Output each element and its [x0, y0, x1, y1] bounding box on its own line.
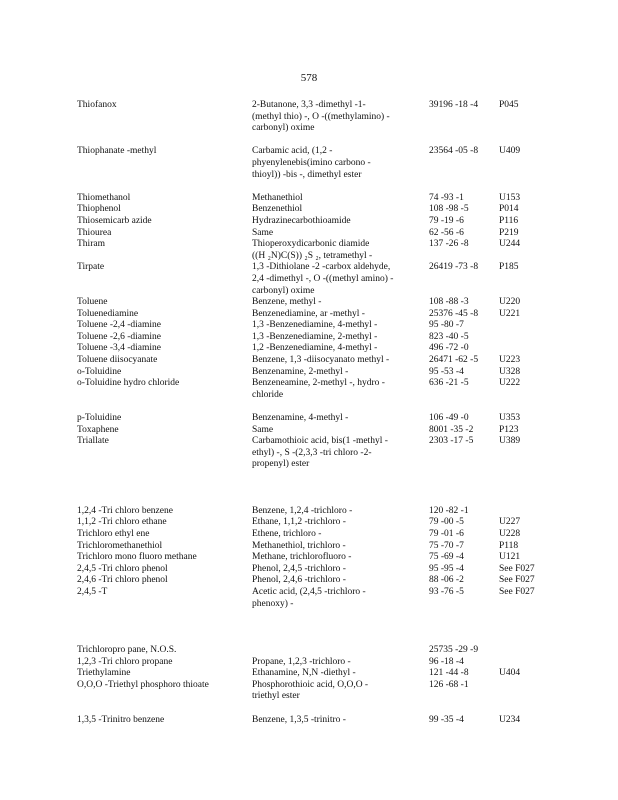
- common-name: Trichloromethanethiol: [77, 540, 163, 551]
- chemical-name: [252, 552, 429, 564]
- chemical-name-line: Carbamic acid, (1,2 -: [252, 146, 333, 157]
- cas-number: 75 -69 -4: [429, 552, 464, 563]
- waste-code: U328: [499, 366, 521, 377]
- table-row: [77, 668, 537, 680]
- cas-number: 137 -26 -8: [429, 239, 469, 250]
- chemical-name: [252, 262, 429, 297]
- cas-number: 62 -56 -6: [429, 227, 464, 238]
- chemical-name-line: Acetic acid, (2,4,5 -trichloro -: [252, 586, 366, 597]
- page-number: 578: [300, 72, 318, 84]
- table-row: [77, 413, 537, 425]
- chemical-name-line: ((H ₂N)C(S)) ₂S ₂, tetramethyl -: [252, 250, 373, 261]
- waste-code: U389: [499, 436, 521, 447]
- common-name: Toluene -2,6 -diamine: [77, 331, 162, 342]
- chemical-name-line: Same: [252, 424, 274, 435]
- table-row: [77, 228, 537, 240]
- common-name: 1,3,5 -Trinitro benzene: [77, 714, 165, 725]
- chemical-name: [252, 343, 429, 355]
- chemical-name-line: Benzenamine, 4-methyl -: [252, 413, 349, 424]
- chemical-name-line: (methyl thio) -, O -((methylamino) -: [252, 111, 390, 122]
- waste-code: See F027: [499, 575, 535, 586]
- chemical-name-line: Benzene, 1,2,4 -trichloro -: [252, 505, 353, 516]
- table-row: [77, 262, 537, 297]
- chemical-name: [252, 436, 429, 471]
- chemical-name-line: 2,4 -dimethyl -, O -((methyl amino) -: [252, 273, 394, 284]
- cas-number: 95 -80 -7: [429, 320, 464, 331]
- common-name: Trichloropro pane, N.O.S.: [77, 644, 177, 655]
- common-name: 2,4,6 -Tri chloro phenol: [77, 575, 168, 586]
- chemical-name-line: triethyl ester: [252, 691, 300, 702]
- waste-code: P185: [499, 262, 519, 273]
- chemical-name-line: Carbamothioic acid, bis(1 -methyl -: [252, 436, 388, 447]
- common-name: o-Toluidine hydro chloride: [77, 378, 180, 389]
- cas-number: 2303 -17 -5: [429, 436, 474, 447]
- common-name: Triethylamine: [77, 668, 131, 679]
- chemical-name: [252, 309, 429, 321]
- waste-code: U244: [499, 239, 521, 250]
- cas-number: 96 -18 -4: [429, 656, 464, 667]
- common-name: Trichloro mono fluoro methane: [77, 552, 197, 563]
- chemical-name: [252, 680, 429, 703]
- table-row: [77, 320, 537, 332]
- table-row: [77, 645, 537, 657]
- chemical-name-line: 1,3 -Dithiolane -2 -carbox aldehyde,: [252, 262, 391, 273]
- waste-code: P123: [499, 424, 519, 435]
- cas-number: 121 -44 -8: [429, 668, 469, 679]
- chemical-name-line: carbonyl) oxime: [252, 285, 315, 296]
- chemical-name-line: Methane, trichlorofluoro -: [252, 552, 352, 563]
- chemical-name-line: 2-Butanone, 3,3 -dimethyl -1-: [252, 100, 366, 110]
- chemical-name: [252, 657, 429, 669]
- waste-code: P118: [499, 540, 519, 551]
- chemical-name: [252, 355, 429, 367]
- waste-code: U121: [499, 552, 521, 563]
- common-name: 1,2,4 -Tri chloro benzene: [77, 505, 173, 516]
- chemical-name-line: Thioperoxydicarbonic diamide: [252, 239, 370, 250]
- cas-number: 74 -93 -1: [429, 192, 464, 203]
- chemical-table: [77, 100, 537, 726]
- chemical-name-line: Benzenamine, 2-methyl -: [252, 366, 349, 377]
- common-name: 1,2,3 -Tri chloro propane: [77, 656, 173, 667]
- cas-number: 95 -95 -4: [429, 563, 464, 574]
- chemical-name-line: Same: [252, 227, 274, 238]
- cas-number: 120 -82 -1: [429, 505, 469, 516]
- cas-number: 108 -88 -3: [429, 297, 469, 308]
- cas-number: 95 -53 -4: [429, 366, 464, 377]
- waste-code: [499, 320, 539, 332]
- waste-code: U353: [499, 413, 521, 424]
- common-name: Thiofanox: [77, 100, 117, 110]
- table-row: [77, 309, 537, 321]
- chemical-name: [252, 517, 429, 529]
- chemical-name: [252, 320, 429, 332]
- common-name: Toluene -3,4 -diamine: [77, 343, 162, 354]
- cas-number: 75 -70 -7: [429, 540, 464, 551]
- table-row: [77, 517, 537, 529]
- waste-code: [499, 343, 539, 355]
- cas-number: 23564 -05 -8: [429, 146, 479, 157]
- waste-code: U227: [499, 517, 521, 528]
- common-name: Trichloro ethyl ene: [77, 528, 150, 539]
- chemical-name: [252, 332, 429, 344]
- table-row: [77, 297, 537, 309]
- table-row: [77, 239, 537, 262]
- common-name: Tirpate: [77, 262, 105, 273]
- chemical-name: [252, 645, 429, 657]
- chemical-name-line: Benzenediamine, ar -methyl -: [252, 308, 365, 319]
- chemical-name: [252, 413, 429, 425]
- cas-number: 26419 -73 -8: [429, 262, 479, 273]
- waste-code: [499, 506, 539, 518]
- waste-code: U221: [499, 308, 521, 319]
- common-name: 2,4,5 -T: [77, 586, 108, 597]
- table-row: [77, 587, 537, 610]
- cas-number: 79 -19 -6: [429, 215, 464, 226]
- cas-number: 108 -98 -5: [429, 204, 469, 215]
- table-row: [77, 529, 537, 541]
- chemical-name-line: [252, 645, 425, 657]
- table-row: [77, 564, 537, 576]
- cas-number: 99 -35 -4: [429, 714, 464, 725]
- chemical-name-line: propenyl) ester: [252, 459, 310, 470]
- common-name: Thiram: [77, 239, 105, 250]
- waste-code: [499, 657, 539, 669]
- cas-number: 39196 -18 -4: [429, 100, 479, 110]
- chemical-name-line: Methanethiol: [252, 192, 303, 203]
- waste-code: [499, 332, 539, 344]
- chemical-name-line: Methanethiol, trichloro -: [252, 540, 346, 551]
- chemical-name: [252, 297, 429, 309]
- common-name: o-Toluidine: [77, 366, 122, 377]
- common-name: Triallate: [77, 436, 109, 447]
- chemical-name: [252, 564, 429, 576]
- table-row: [77, 378, 537, 401]
- chemical-name: [252, 575, 429, 587]
- chemical-name-line: Phenol, 2,4,5 -trichloro -: [252, 563, 346, 574]
- common-name: O,O,O -Triethyl phosphoro thioate: [77, 679, 209, 690]
- chemical-name-line: ethyl) -, S -(2,3,3 -tri chloro -2-: [252, 447, 372, 458]
- waste-code: U220: [499, 297, 521, 308]
- chemical-name: [252, 367, 429, 379]
- chemical-name-line: Ethene, trichloro -: [252, 528, 322, 539]
- common-name: 2,4,5 -Tri chloro phenol: [77, 563, 168, 574]
- table-row: [77, 204, 537, 216]
- waste-code: U228: [499, 528, 521, 539]
- table-row: [77, 715, 537, 727]
- chemical-name: [252, 668, 429, 680]
- waste-code: [499, 645, 539, 657]
- cas-number: 823 -40 -5: [429, 331, 469, 342]
- table-row: [77, 367, 537, 379]
- table-row: [77, 216, 537, 228]
- table-row: [77, 332, 537, 344]
- chemical-name-line: phenoxy) -: [252, 598, 294, 609]
- chemical-name: [252, 228, 429, 240]
- cas-number: 79 -01 -6: [429, 528, 464, 539]
- chemical-name: [252, 506, 429, 518]
- common-name: Toluene: [77, 297, 108, 308]
- chemical-name-line: carbonyl) oxime: [252, 123, 315, 134]
- cas-number: 106 -49 -0: [429, 413, 469, 424]
- common-name: Thiophanate -methyl: [77, 146, 157, 157]
- cas-number: 126 -68 -1: [429, 679, 469, 690]
- waste-code: U409: [499, 146, 521, 157]
- table-row: [77, 575, 537, 587]
- chemical-name-line: 1,3 -Benzenediamine, 2-methyl -: [252, 331, 378, 342]
- chemical-name-line: thioyl)) -bis -, dimethyl ester: [252, 169, 362, 180]
- waste-code: See F027: [499, 563, 535, 574]
- common-name: Thiosemicarb azide: [77, 215, 152, 226]
- table-row: [77, 146, 537, 181]
- waste-code: P045: [499, 100, 519, 110]
- chemical-name: [252, 425, 429, 437]
- chemical-name-line: Benzene, methyl -: [252, 297, 322, 308]
- common-name: Thiourea: [77, 227, 112, 238]
- common-name: Thiophenol: [77, 204, 121, 215]
- common-name: Toluene -2,4 -diamine: [77, 320, 162, 331]
- cas-number: 88 -06 -2: [429, 575, 464, 586]
- table-row: [77, 193, 537, 205]
- chemical-name-line: 1,2 -Benzenediamine, 4-methyl -: [252, 343, 378, 354]
- chemical-name: [252, 239, 429, 262]
- table-row: [77, 680, 537, 703]
- chemical-name: [252, 378, 429, 401]
- cas-number: 25376 -45 -8: [429, 308, 479, 319]
- waste-code: U223: [499, 355, 521, 366]
- chemical-name: [252, 715, 429, 727]
- chemical-name-line: phyenylenebis(imino carbono -: [252, 157, 371, 168]
- common-name: 1,1,2 -Tri chloro ethane: [77, 517, 167, 528]
- table-row: [77, 541, 537, 553]
- cas-number: 79 -00 -5: [429, 517, 464, 528]
- table-row: [77, 343, 537, 355]
- chemical-name-line: 1,3 -Benzenediamine, 4-methyl -: [252, 320, 378, 331]
- table-row: [77, 552, 537, 564]
- table-row: [77, 436, 537, 471]
- waste-code: U234: [499, 714, 521, 725]
- waste-code: P014: [499, 204, 519, 215]
- chemical-name-line: Hydrazinecarbothioamide: [252, 215, 351, 226]
- waste-code: [499, 680, 539, 703]
- chemical-name-line: Ethanamine, N,N -diethyl -: [252, 668, 356, 679]
- common-name: Toluene diisocyanate: [77, 355, 158, 366]
- chemical-name-line: Benzenethiol: [252, 204, 303, 215]
- chemical-name: [252, 100, 429, 135]
- table-row: [77, 506, 537, 518]
- chemical-name-line: Ethane, 1,1,2 -trichloro -: [252, 517, 346, 528]
- chemical-name-line: Phosphorothioic acid, O,O,O -: [252, 679, 369, 690]
- common-name: Toxaphene: [77, 424, 119, 435]
- waste-code: P219: [499, 227, 519, 238]
- waste-code: See F027: [499, 586, 535, 597]
- chemical-name-line: Propane, 1,2,3 -trichloro -: [252, 656, 351, 667]
- chemical-name-line: Benzene, 1,3,5 -trinitro -: [252, 714, 346, 725]
- chemical-name: [252, 204, 429, 216]
- chemical-name: [252, 146, 429, 181]
- table-row: [77, 100, 537, 135]
- cas-number: 26471 -62 -5: [429, 355, 479, 366]
- chemical-name-line: Phenol, 2,4,6 -trichloro -: [252, 575, 346, 586]
- chemical-name: [252, 529, 429, 541]
- chemical-name-line: Benzeneamine, 2-methyl -, hydro -: [252, 378, 385, 389]
- waste-code: U153: [499, 192, 521, 203]
- chemical-name-line: chloride: [252, 389, 284, 400]
- chemical-name: [252, 216, 429, 228]
- table-row: [77, 355, 537, 367]
- common-name: p-Toluidine: [77, 413, 122, 424]
- table-row: [77, 657, 537, 669]
- cas-number: 636 -21 -5: [429, 378, 469, 389]
- chemical-name: [252, 541, 429, 553]
- cas-number: 8001 -35 -2: [429, 424, 474, 435]
- common-name: Thiomethanol: [77, 192, 131, 203]
- waste-code: U404: [499, 668, 521, 679]
- cas-number: 496 -72 -0: [429, 343, 469, 354]
- cas-number: 25735 -29 -9: [429, 644, 479, 655]
- chemical-name: [252, 587, 429, 610]
- chemical-name: [252, 193, 429, 205]
- waste-code: P116: [499, 215, 519, 226]
- chemical-name-line: Benzene, 1,3 -diisocyanato methyl -: [252, 355, 390, 366]
- common-name: Toluenediamine: [77, 308, 139, 319]
- waste-code: U222: [499, 378, 521, 389]
- table-row: [77, 425, 537, 437]
- cas-number: 93 -76 -5: [429, 586, 464, 597]
